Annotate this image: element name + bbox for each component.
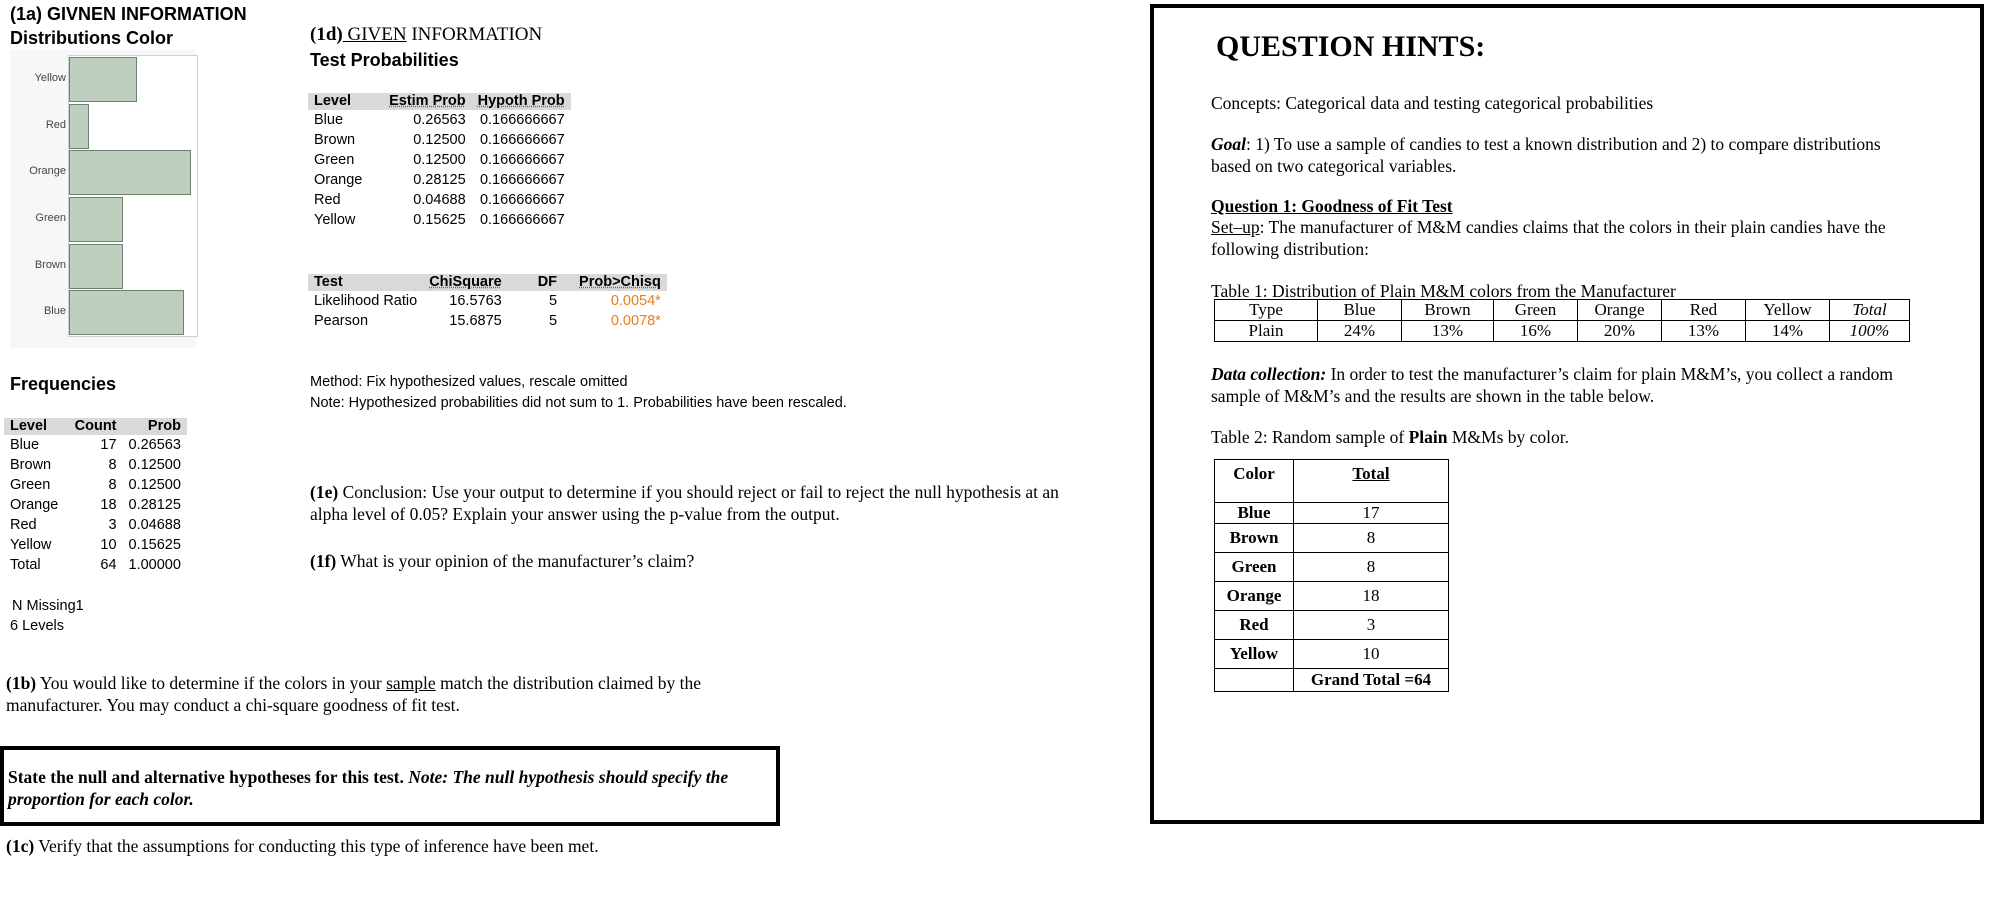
table2-header-row <box>1215 460 1449 503</box>
freq-prob-cell: 0.15625 <box>128 537 181 553</box>
frequency-row <box>4 495 187 515</box>
prob-level-cell: Yellow <box>314 212 356 228</box>
frequency-row <box>4 455 187 475</box>
probability-row <box>308 150 571 170</box>
table1-header-cell: Total <box>1830 300 1910 321</box>
chisquare-cell: 15.6875 <box>449 313 502 329</box>
hypotheses-box <box>0 746 780 826</box>
p-value-cell: 0.0078* <box>610 313 661 329</box>
question-1e <box>310 481 1070 525</box>
histogram-bar-red <box>69 104 89 149</box>
hypoth-prob-cell: 0.166666667 <box>479 172 565 188</box>
col-header-prob-chisq <box>563 274 667 291</box>
setup-text <box>1211 216 1941 260</box>
histogram-plot-area <box>68 55 198 337</box>
prob-level-cell: Green <box>314 152 355 168</box>
hypotheses-prompt <box>8 766 748 810</box>
table2-row <box>1215 524 1449 553</box>
table2-row <box>1215 611 1449 640</box>
df-cell: 5 <box>548 313 558 329</box>
n-missing-text: N Missing1 <box>12 598 84 614</box>
histogram-bar-orange <box>69 150 191 195</box>
histogram-bar-yellow <box>69 57 137 102</box>
freq-count-cell: 10 <box>100 537 117 553</box>
prob-level-cell: Brown <box>314 132 356 148</box>
hints-title: QUESTION HINTS: <box>1216 30 1486 63</box>
goal-text <box>1211 133 1921 177</box>
freq-prob-cell: 0.12500 <box>128 477 181 493</box>
table1-header-row <box>1215 300 1910 321</box>
estim-prob-cell: 0.15625 <box>413 212 466 228</box>
table2-color-cell: Red <box>1215 611 1294 640</box>
table2-grand-total-empty <box>1215 669 1294 692</box>
section-1d-given: GIVEN <box>342 24 407 45</box>
table2-color-cell: Yellow <box>1215 640 1294 669</box>
question-1b-sample: sample <box>386 673 436 693</box>
question-1b <box>6 672 796 716</box>
table1-header-cell: Orange <box>1578 300 1662 321</box>
hypotheses-bold-text: State the null and alternative hypotheses for this test. <box>8 767 409 787</box>
table2-color-cell: Green <box>1215 553 1294 582</box>
table1-data-cell: 24% <box>1318 321 1402 342</box>
freq-level-cell: Yellow <box>10 537 52 553</box>
question-1c-text: Verify that the assumptions for conducting this type of inference have been met. <box>34 836 599 856</box>
question-1e-label: (1e) <box>310 482 339 502</box>
estim-prob-label: Estim Prob <box>389 93 466 109</box>
freq-count-cell: 18 <box>100 497 117 513</box>
table1-caption: Table 1: Distribution of Plain M&M colors from the Manufacturer <box>1211 281 1676 301</box>
hypoth-prob-cell: 0.166666667 <box>479 192 565 208</box>
histogram-label-blue: Blue <box>43 304 66 317</box>
prob-chisq-label: Prob>Chisq <box>579 274 661 290</box>
section-1d-rest: INFORMATION <box>406 24 543 45</box>
frequency-row <box>4 515 187 535</box>
freq-level-cell: Orange <box>10 497 59 513</box>
estim-prob-cell: 0.12500 <box>413 152 466 168</box>
col-header-count: Count <box>64 418 122 435</box>
goal-label: Goal <box>1211 134 1246 154</box>
table2-header-color: Color <box>1215 460 1294 503</box>
table1-header-cell: Blue <box>1318 300 1402 321</box>
table1-data-cell: 13% <box>1662 321 1746 342</box>
question-1-title: Question 1: Goodness of Fit Test <box>1211 196 1453 216</box>
table2-color-cell: Orange <box>1215 582 1294 611</box>
table2-total-cell: 10 <box>1294 640 1449 669</box>
table1-data-cell: 100% <box>1830 321 1910 342</box>
probabilities-header-row <box>308 93 571 110</box>
col-header-level: Level <box>4 418 64 435</box>
table1-data-row <box>1215 321 1910 342</box>
table2-caption <box>1211 426 1569 448</box>
manufacturer-distribution-table <box>1214 299 1910 342</box>
question-1e-text: Conclusion: Use your output to determine if you should reject or fail to reject the null hypothesis at an alpha level of 0.05? Explain your answer using the p-value from the output. <box>310 482 1059 524</box>
distributions-title: Distributions Color <box>10 28 173 48</box>
chi-square-row <box>308 291 667 311</box>
section-1a-title: (1a) GIVNEN INFORMATION <box>10 4 247 24</box>
estim-prob-cell: 0.26563 <box>413 112 466 128</box>
frequency-row <box>4 435 187 455</box>
table2-total-cell: 3 <box>1294 611 1449 640</box>
color-histogram <box>10 50 196 348</box>
chi-square-header-row <box>308 274 667 291</box>
frequencies-table <box>4 418 187 575</box>
chisquare-cell: 16.5763 <box>449 293 502 309</box>
freq-prob-cell: 0.26563 <box>128 437 181 453</box>
table2-total-cell: 8 <box>1294 553 1449 582</box>
histogram-label-yellow: Yellow <box>34 71 66 84</box>
col-header-test: Test <box>308 274 423 291</box>
test-name-cell: Likelihood Ratio <box>314 293 418 309</box>
table2-caption-c: M&Ms by color. <box>1447 427 1570 447</box>
table2-row <box>1215 582 1449 611</box>
question-1b-label: (1b) <box>6 673 37 693</box>
chisquare-label: ChiSquare <box>429 274 502 290</box>
probability-row <box>308 170 571 190</box>
section-1d-title <box>310 24 542 46</box>
table2-total-cell: 8 <box>1294 524 1449 553</box>
table1-data-cell: 16% <box>1494 321 1578 342</box>
question-1f-label: (1f) <box>310 551 337 571</box>
frequency-row <box>4 555 187 575</box>
hypoth-prob-cell: 0.166666667 <box>479 112 565 128</box>
data-collection-body: In order to test the manufacturer’s claim for plain M&M’s, you collect a random sample of M&M’s and the results are shown in the table below. <box>1211 364 1893 406</box>
table1-data-cell: Plain <box>1215 321 1318 342</box>
chi-square-table <box>308 274 667 331</box>
hypoth-prob-label: Hypoth Prob <box>477 93 565 109</box>
hypoth-prob-cell: 0.166666667 <box>479 212 565 228</box>
freq-prob-cell: 0.12500 <box>128 457 181 473</box>
test-name-cell: Pearson <box>314 313 369 329</box>
table1-data-cell: 13% <box>1402 321 1494 342</box>
histogram-bar-blue <box>69 290 184 335</box>
question-1c <box>6 835 796 857</box>
freq-level-cell: Green <box>10 477 51 493</box>
table1-header-cell: Green <box>1494 300 1578 321</box>
concepts-text: Concepts: Categorical data and testing categorical probabilities <box>1211 93 1654 113</box>
freq-level-cell: Red <box>10 517 37 533</box>
frequency-row <box>4 475 187 495</box>
histogram-label-orange: Orange <box>29 164 66 177</box>
table2-caption-plain: Plain <box>1408 427 1448 447</box>
col-header-chisquare <box>423 274 508 291</box>
question-hints-panel <box>1150 4 1984 824</box>
estim-prob-cell: 0.28125 <box>413 172 466 188</box>
estim-prob-cell: 0.12500 <box>413 132 466 148</box>
histogram-label-red: Red <box>45 118 66 131</box>
histogram-bar-green <box>69 197 123 242</box>
frequencies-title: Frequencies <box>10 374 117 394</box>
freq-level-cell: Total <box>10 557 41 573</box>
test-probabilities-title: Test Probabilities <box>310 50 459 70</box>
test-probabilities-table <box>308 93 571 230</box>
table1-data-cell: 14% <box>1746 321 1830 342</box>
freq-count-cell: 8 <box>108 457 117 473</box>
table2-total-cell: 18 <box>1294 582 1449 611</box>
question-1f-text: What is your opinion of the manufacturer’s claim? <box>336 551 695 571</box>
hypoth-prob-cell: 0.166666667 <box>479 152 565 168</box>
probability-row <box>308 130 571 150</box>
histogram-label-green: Green <box>35 211 66 224</box>
frequency-row <box>4 535 187 555</box>
table1-header-cell: Yellow <box>1746 300 1830 321</box>
df-cell: 5 <box>548 293 558 309</box>
data-collection-label: Data collection: <box>1211 364 1327 384</box>
col-header-hypoth-prob <box>472 93 571 110</box>
hypoth-prob-cell: 0.166666667 <box>479 132 565 148</box>
setup-label: Set–up <box>1211 217 1260 237</box>
p-value-cell: 0.0054* <box>610 293 661 309</box>
freq-prob-cell: 0.28125 <box>128 497 181 513</box>
freq-count-cell: 64 <box>100 557 117 573</box>
table2-grand-total-row <box>1215 669 1449 692</box>
estim-prob-cell: 0.04688 <box>413 192 466 208</box>
setup-body: : The manufacturer of M&M candies claims that the colors in their plain candies have the following distribution: <box>1211 217 1886 259</box>
goal-body: : 1) To use a sample of candies to test a known distribution and 2) to compare distributions based on two categorical variables. <box>1211 134 1881 176</box>
col-header-prob: Prob <box>123 418 187 435</box>
table1-header-cell: Red <box>1662 300 1746 321</box>
chi-square-row <box>308 311 667 331</box>
col-header-level: Level <box>308 93 383 110</box>
table1-header-cell: Type <box>1215 300 1318 321</box>
table2-caption-a: Table 2: Random sample of <box>1211 427 1409 447</box>
frequencies-header-row <box>4 418 187 435</box>
hypotheses-italic-note: Note: The null hypothesis should specify the proportion for each color. <box>8 767 729 809</box>
freq-prob-cell: 0.04688 <box>128 517 181 533</box>
freq-level-cell: Brown <box>10 457 52 473</box>
question-1b-text-b: match the distribution claimed by the manufacturer. You may conduct a chi-square goodness of fit test. <box>6 673 702 715</box>
probability-row <box>308 110 571 130</box>
note-text: Note: Hypothesized probabilities did not sum to 1. Probabilities have been rescaled. <box>310 395 847 411</box>
freq-count-cell: 17 <box>100 437 117 453</box>
histogram-bar-brown <box>69 244 123 289</box>
freq-level-cell: Blue <box>10 437 40 453</box>
data-collection-text <box>1211 363 1941 407</box>
table2-total-cell: 17 <box>1294 503 1449 524</box>
freq-prob-cell: 1.00000 <box>128 557 181 573</box>
prob-level-cell: Orange <box>314 172 363 188</box>
table1-header-cell: Brown <box>1402 300 1494 321</box>
col-header-estim-prob <box>383 93 472 110</box>
table2-row <box>1215 553 1449 582</box>
question-1b-text-a: You would like to determine if the colors in your <box>36 673 387 693</box>
table2-row <box>1215 503 1449 524</box>
probability-row <box>308 190 571 210</box>
prob-level-cell: Blue <box>314 112 344 128</box>
table2-header-total: Total <box>1294 460 1449 503</box>
question-1f <box>310 550 1070 572</box>
freq-count-cell: 8 <box>108 477 117 493</box>
random-sample-table <box>1214 459 1449 692</box>
table2-grand-total-cell: Grand Total =64 <box>1294 669 1449 692</box>
probability-row <box>308 210 571 230</box>
levels-text: 6 Levels <box>10 618 65 634</box>
table2-color-cell: Blue <box>1215 503 1294 524</box>
section-1d-number: (1d) <box>310 24 343 45</box>
table2-color-cell: Brown <box>1215 524 1294 553</box>
prob-level-cell: Red <box>314 192 341 208</box>
table2-row <box>1215 640 1449 669</box>
freq-count-cell: 3 <box>108 517 117 533</box>
question-1c-label: (1c) <box>6 836 35 856</box>
method-text: Method: Fix hypothesized values, rescale omitted <box>310 374 628 390</box>
col-header-df: DF <box>508 274 563 291</box>
histogram-label-brown: Brown <box>34 258 66 271</box>
table1-data-cell: 20% <box>1578 321 1662 342</box>
